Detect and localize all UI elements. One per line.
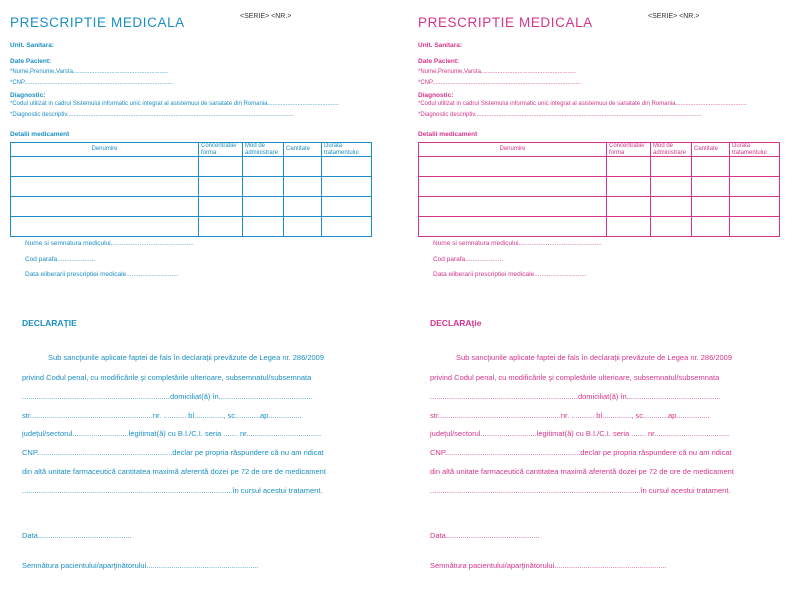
diagnostic-description-field[interactable]: *Diagnostic descriptiv........................................................................................................................................	[418, 112, 702, 118]
declaration-line[interactable]: str...........................................................nr. ........... bl.............., sc............ap................	[430, 411, 710, 420]
table-row[interactable]	[419, 177, 780, 197]
cod-parafa-field[interactable]: Cod parafa.....................	[433, 256, 504, 263]
data-field[interactable]: Data.............................................	[430, 531, 540, 540]
col-denumire: Denumire	[419, 143, 607, 157]
col-denumire: Denumire	[11, 143, 199, 157]
table-row[interactable]	[11, 197, 372, 217]
col-mod-administrare: Mod de administrare	[651, 143, 692, 157]
diagnostic-code-field[interactable]: *Codul utilizat in cadrul Sistemului informatic unic integrat al asistemuui de sanatate din Romania...........................................	[10, 101, 340, 107]
table-row[interactable]	[419, 197, 780, 217]
patient-label: Date Pacient:	[10, 58, 52, 65]
table-row[interactable]	[11, 157, 372, 177]
patient-cnp-field[interactable]: *CNP.........................................................................................	[418, 80, 581, 86]
col-mod-administrare: Mod de administrare	[243, 143, 284, 157]
medication-label: Detalii medicament	[10, 131, 70, 138]
diagnostic-label: Diagnostic:	[418, 92, 454, 99]
table-row[interactable]	[419, 217, 780, 237]
declaratie-title: DECLARAţie	[430, 318, 482, 328]
declaration-line[interactable]: judeţul/sectorul...........................legitimat(ă) cu B.I./C.I. seria ....... nr....................................	[430, 429, 730, 438]
col-concentratie: Concentratie/ forma	[199, 143, 243, 157]
diagnostic-label: Diagnostic:	[10, 92, 46, 99]
col-cantitate: Cantitate	[284, 143, 322, 157]
diagnostic-code-field[interactable]: *Codul utilizat in cadrul Sistemului informatic unic integrat al asistemuui de sanatate din Romania...........................................	[418, 101, 748, 107]
declaration-line: Sub sancţiunile aplicate faptei de fals în declaraţii prevăzute de Legea nr. 286/2009	[456, 353, 733, 362]
declaration-line: Sub sancţiunile aplicate faptei de fals în declaraţii prevăzute de Legea nr. 286/2009	[48, 353, 325, 362]
declaration-line: privind Codul penal, cu modificările şi completările ulterioare, subsemnatul/subsemnata	[430, 373, 720, 382]
medication-table	[10, 142, 372, 237]
patient-cnp-field[interactable]: *CNP.........................................................................................	[10, 80, 173, 86]
unit-sanitara-label: Unit. Sanitara:	[418, 42, 463, 49]
serie-number: <SERIE> <NR.>	[648, 13, 700, 20]
patient-name-field[interactable]: *Nume,Prenume,Varsta.........................................................	[10, 69, 168, 75]
prescription-form-right	[408, 0, 800, 594]
col-durata: Durata tratamentului	[322, 143, 372, 157]
unit-sanitara-label: Unit. Sanitara:	[10, 42, 55, 49]
diagnostic-description-field[interactable]: *Diagnostic descriptiv........................................................................................................................................	[10, 112, 294, 118]
data-eliberarii-field[interactable]: Data eliberarii prescriptiei medicale.............................	[25, 271, 179, 278]
declaration-line[interactable]: .....................................................................................................în cursul acestui tratament.	[430, 486, 731, 495]
form-title: PRESCRIPTIE MEDICALA	[10, 15, 185, 30]
serie-number: <SERIE> <NR.>	[240, 13, 292, 20]
table-row[interactable]	[11, 217, 372, 237]
declaration-line[interactable]: judeţul/sectorul...........................legitimat(ă) cu B.I./C.I. seria ....... nr....................................	[22, 429, 322, 438]
declaration-line[interactable]: str...........................................................nr. ........... bl.............., sc............ap................	[22, 411, 302, 420]
declaration-line[interactable]: CNP.................................................................declar pe propria răspundere că nu am ridicat	[430, 448, 732, 457]
form-title: PRESCRIPTIE MEDICALA	[418, 15, 593, 30]
patient-signature-field[interactable]: Semnătura pacientului/aparţinătorului......................................................	[22, 561, 259, 570]
patient-name-field[interactable]: *Nume,Prenume,Varsta.........................................................	[418, 69, 576, 75]
doctor-signature-field[interactable]: Nume si semnatura medicului..............................................	[433, 240, 602, 247]
table-row[interactable]	[11, 177, 372, 197]
patient-label: Date Pacient:	[418, 58, 460, 65]
data-field[interactable]: Data.............................................	[22, 531, 132, 540]
col-cantitate: Cantitate	[692, 143, 730, 157]
col-durata: Durata tratamentului	[730, 143, 780, 157]
doctor-signature-field[interactable]: Nume si semnatura medicului..............................................	[25, 240, 194, 247]
declaration-line: din altă unitate farmaceutică cantitatea maximă aferentă dozei pe 72 de ore de medicament	[22, 467, 326, 476]
col-concentratie: Concentratie/ forma	[607, 143, 651, 157]
medication-table	[418, 142, 780, 237]
data-eliberarii-field[interactable]: Data eliberarii prescriptiei medicale.............................	[433, 271, 587, 278]
declaration-line[interactable]: .......................................................................domiciliat(ă) în.............................................	[22, 392, 313, 401]
patient-signature-field[interactable]: Semnătura pacientului/aparţinătorului......................................................	[430, 561, 667, 570]
declaration-line: din altă unitate farmaceutică cantitatea maximă aferentă dozei pe 72 de ore de medicament	[430, 467, 734, 476]
declaration-line[interactable]: CNP.................................................................declar pe propria răspundere că nu am ridicat	[22, 448, 324, 457]
medication-label: Detalii medicament	[418, 131, 478, 138]
declaration-line[interactable]: .......................................................................domiciliat(ă) în.............................................	[430, 392, 721, 401]
table-row[interactable]	[419, 157, 780, 177]
declaratie-title: DECLARAŢIE	[22, 318, 77, 328]
declaration-line: privind Codul penal, cu modificările şi completările ulterioare, subsemnatul/subsemnata	[22, 373, 312, 382]
declaration-line[interactable]: .....................................................................................................în cursul acestui tratament.	[22, 486, 323, 495]
cod-parafa-field[interactable]: Cod parafa.....................	[25, 256, 96, 263]
